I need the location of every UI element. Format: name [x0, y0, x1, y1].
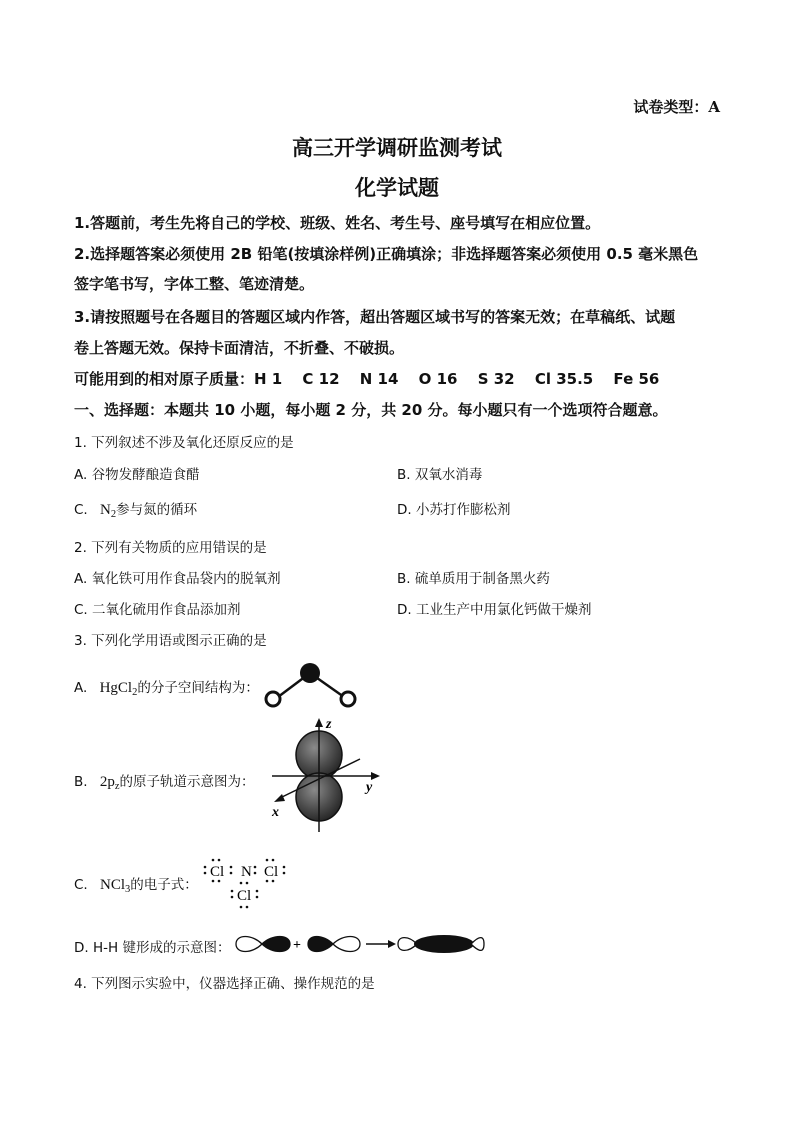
x-arrow-icon	[274, 794, 285, 802]
z-arrow-icon	[315, 718, 323, 727]
option-label: C.	[74, 877, 88, 893]
question-3-option-a	[74, 676, 259, 698]
formula-sub: 3	[125, 884, 131, 895]
cl-atom-left	[266, 692, 280, 706]
hgcl2-bent-model	[258, 660, 358, 710]
instruction-3-line1: 3.请按照题号在各题目的答题区域内作答，超出答题区域书写的答案无效；在草稿纸、试题	[74, 308, 676, 326]
option-b-text: 的原子轨道示意图为：	[119, 774, 255, 790]
h-orbital-2-white-lobe	[333, 937, 360, 952]
question-3-stem: 3. 下列化学用语或图示正确的是	[74, 633, 267, 649]
question-2-option-c: C. 二氧化硫用作食品添加剂	[74, 602, 241, 618]
instruction-2-line1: 2.选择题答案必须使用 2B 铅笔(按填涂样例)正确填涂；非选择题答案必须使用 0.5 毫米黑色	[74, 245, 699, 263]
hh-bond-formation-diagram	[232, 932, 487, 956]
x-axis-label: x	[272, 805, 279, 820]
formula-2pz	[100, 774, 120, 790]
option-a-text: 的分子空间结构为：	[137, 680, 259, 696]
question-2-option-b: B. 硫单质用于制备黑火药	[397, 571, 550, 587]
question-3-option-c	[74, 873, 198, 895]
question-2-option-a: A. 氧化铁可用作食品袋内的脱氧剂	[74, 571, 281, 587]
formula-sub: 2	[110, 509, 117, 520]
cl-atom-right	[341, 692, 355, 706]
option-label: B.	[74, 774, 88, 790]
formula-sub: z	[114, 781, 120, 792]
instruction-3-line2: 卷上答题无效。保持卡面清洁，不折叠、不破损。	[74, 339, 405, 357]
question-3-option-d: D. H-H 键形成的示意图：	[74, 940, 231, 956]
h-orbital-2-dark-lobe	[308, 937, 333, 952]
option-label: A.	[74, 680, 88, 696]
question-1-option-a: A. 谷物发酵酿造食醋	[74, 467, 200, 483]
exam-type: 试卷类型：A	[633, 98, 720, 116]
question-2-option-d: D. 工业生产中用氯化钙做干燥剂	[397, 602, 592, 618]
formula-sub: 2	[132, 687, 138, 698]
question-1-option-d: D. 小苏打作膨松剂	[397, 502, 511, 518]
ncl3-lewis-structure	[200, 852, 296, 914]
cl-atom-bottom: Cl	[237, 888, 252, 904]
subject-title: 化学试题	[355, 175, 439, 200]
cl-atom-left: Cl	[210, 864, 225, 880]
h2-overlap-region	[414, 935, 474, 953]
question-3-option-b	[74, 770, 255, 792]
question-4-stem: 4. 下列图示实验中，仪器选择正确、操作规范的是	[74, 976, 375, 992]
formula-n2	[100, 502, 116, 518]
question-1-stem: 1. 下列叙述不涉及氧化还原反应的是	[74, 435, 294, 451]
plus-sign: +	[293, 938, 301, 953]
question-1-option-c	[74, 498, 197, 520]
option-c-text: 的电子式：	[130, 877, 198, 893]
hg-atom	[300, 663, 320, 683]
formula-ncl3	[100, 877, 130, 893]
z-axis-label: z	[326, 717, 332, 732]
y-axis-label: y	[366, 780, 373, 795]
question-1-option-b: B. 双氧水消毒	[397, 467, 483, 483]
arrow-head-icon	[388, 940, 396, 948]
formula-main: NCl	[100, 877, 126, 893]
option-c-text: 参与氮的循环	[116, 502, 198, 518]
h-orbital-1-white-lobe	[236, 937, 262, 952]
page-title: 高三开学调研监测考试	[292, 135, 502, 160]
formula-hgcl2	[100, 680, 138, 696]
y-arrow-icon	[371, 772, 380, 780]
pz-orbital-diagram	[262, 714, 392, 836]
h-orbital-1-dark-lobe	[262, 937, 290, 952]
h2-right-lobe	[471, 938, 484, 951]
formula-main: N	[100, 502, 111, 518]
atomic-masses: 可能用到的相对原子质量：H 1 C 12 N 14 O 16 S 32 Cl 35.5 Fe 56	[74, 370, 660, 388]
instruction-1: 1.答题前，考生先将自己的学校、班级、姓名、考生号、座号填写在相应位置。	[74, 214, 601, 232]
option-label: C.	[74, 502, 88, 518]
question-2-stem: 2. 下列有关物质的应用错误的是	[74, 540, 267, 556]
formula-main: 2p	[99, 774, 115, 790]
cl-atom-right: Cl	[264, 864, 279, 880]
formula-main: HgCl	[99, 680, 133, 696]
section-heading: 一、选择题：本题共 10 小题，每小题 2 分，共 20 分。每小题只有一个选项符合题意。	[74, 401, 668, 419]
instruction-2-line2: 签字笔书写，字体工整、笔迹清楚。	[74, 275, 315, 293]
n-atom: N	[241, 864, 252, 880]
